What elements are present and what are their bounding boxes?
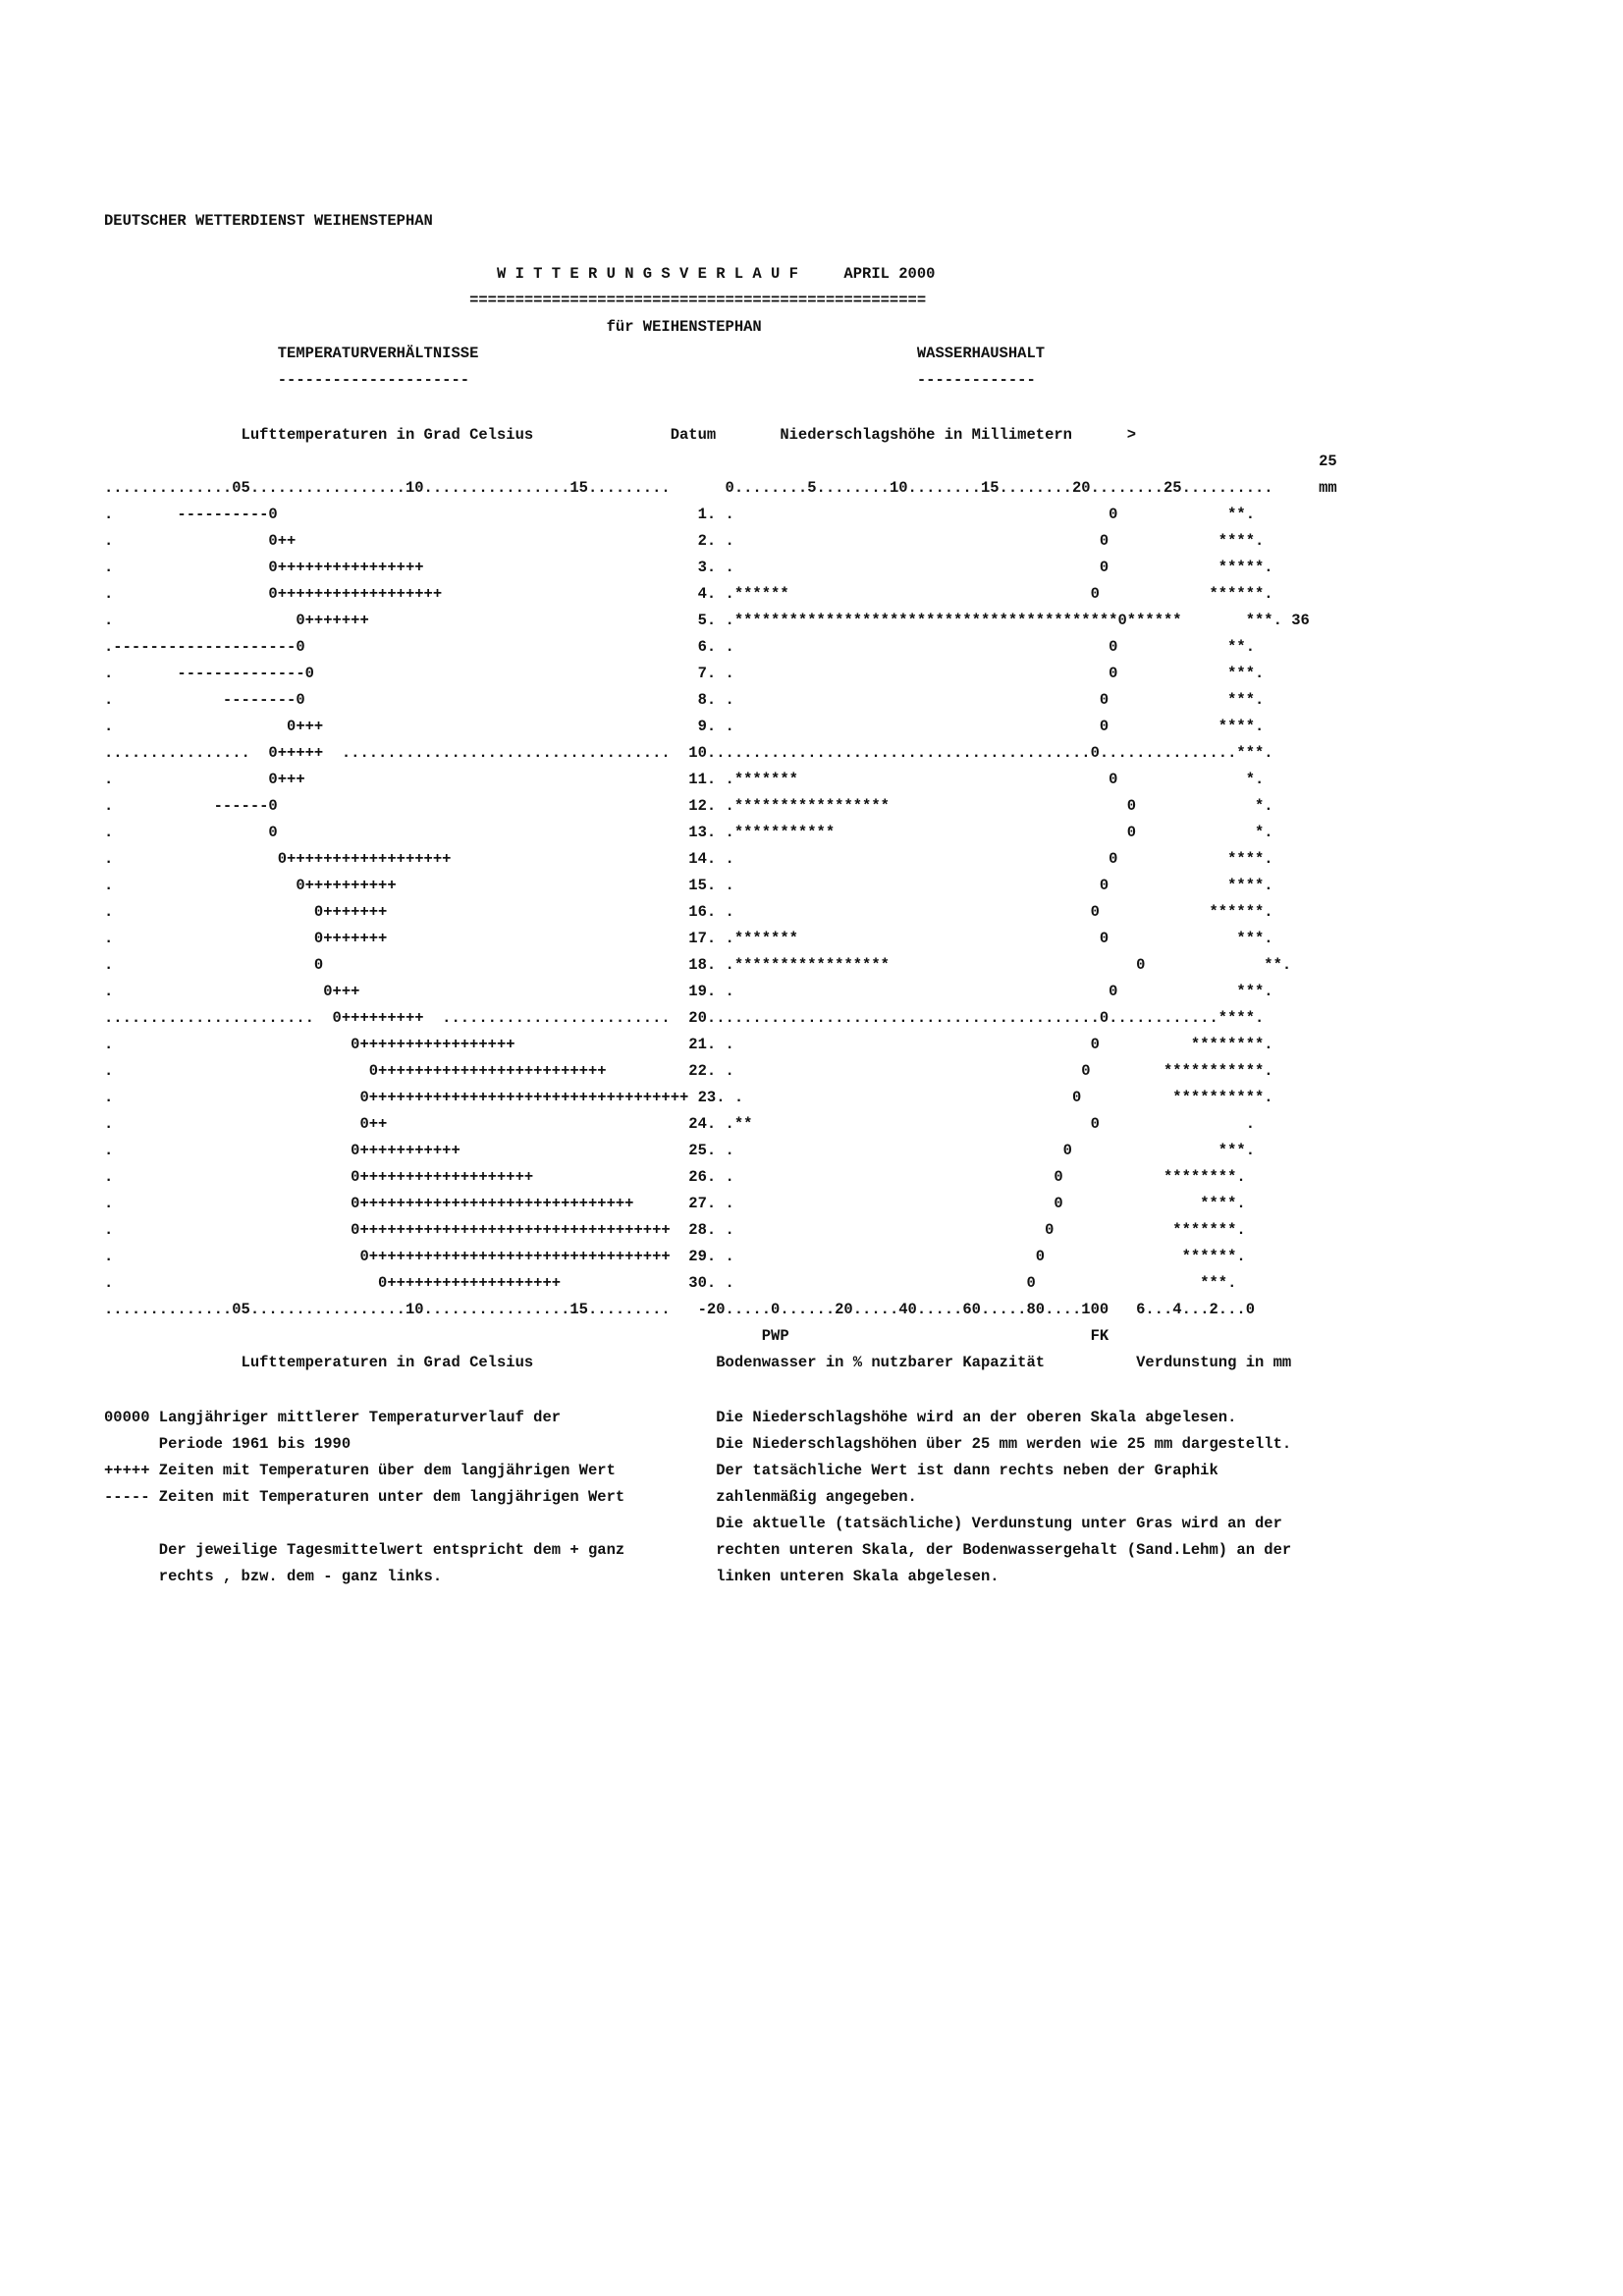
temperature-bar: . 0+++++++++++++++++++++++++ (104, 1062, 679, 1080)
legend-left-line: 00000 Langjähriger mittlerer Temperaturverlauf der (104, 1409, 717, 1426)
date-value: 24. (679, 1115, 717, 1133)
precipitation-bar: .*********** 0 *. (716, 824, 1273, 841)
legend-left-line: rechts , bzw. dem - ganz links. (104, 1568, 717, 1585)
temp-scale-top: ..............05.................10................15......... (104, 479, 726, 497)
temperature-bar: . 0 (104, 824, 679, 841)
temp-scale-bottom: ..............05.................10................15......... (104, 1301, 698, 1318)
precipitation-bar: . 0 ***. (716, 691, 1265, 709)
water-section-heading: WASSERHAUSHALT (916, 345, 1046, 362)
overflow-value: 25 (1319, 453, 1337, 470)
precipitation-bar: . 0 ***. (716, 1274, 1237, 1292)
temperature-section-rule: --------------------- (277, 371, 917, 389)
temperature-bar: . ----------0 (104, 506, 679, 523)
date-value: 17. (679, 930, 717, 947)
date-value: 12. (679, 797, 717, 815)
legend-right-line: Die aktuelle (tatsächliche) Verdunstung unter Gras wird an der (716, 1515, 1282, 1532)
precipitation-overflow-value: 36 (1291, 612, 1310, 629)
date-value: 29. (679, 1248, 717, 1265)
temperature-bar: . 0++++++++++++++++++ (104, 585, 679, 603)
title-rule: ================================================== (469, 292, 927, 309)
precipitation-bar: . 0 ***. (716, 983, 1273, 1000)
temperature-bar: . 0++++++++++ (104, 877, 679, 894)
document-header (104, 208, 1045, 394)
precipitation-bar: . 0 ****. (716, 532, 1265, 550)
date-value: 1. (679, 506, 717, 523)
temperature-bar: . ------0 (104, 797, 679, 815)
precipitation-bar: . 0 **********. (725, 1089, 1273, 1106)
precipitation-bar: . 0 ********. (716, 1036, 1273, 1053)
date-value: 2. (679, 532, 717, 550)
evaporation-axis-label: Verdunstung in mm (1136, 1354, 1292, 1371)
date-value: 20. (679, 1009, 717, 1027)
temperature-bar: . 0+++++++++++ (104, 1142, 679, 1159)
precipitation-bar: . 0 **. (716, 506, 1256, 523)
legend-right-line: zahlenmäßig angegeben. (716, 1488, 917, 1506)
date-value: 13. (679, 824, 717, 841)
temperature-bar: . 0+++ (104, 983, 679, 1000)
temperature-bar: . 0+++++++++++++++++++++++++++++++++ (104, 1248, 679, 1265)
location-subtitle: für WEIHENSTEPHAN (606, 318, 762, 336)
precipitation-bar: . 0 *******. (716, 1221, 1246, 1239)
date-value: 9. (679, 718, 717, 735)
temperature-bar: . 0+++ (104, 771, 679, 788)
water-section-rule: ------------- (916, 371, 1036, 389)
precipitation-bar: .******* 0 *. (716, 771, 1265, 788)
precipitation-bar: . 0 ****. (716, 1195, 1246, 1212)
temperature-bar: . 0++ (104, 532, 679, 550)
temperature-bar: . --------0 (104, 691, 679, 709)
date-value: 10. (679, 744, 717, 762)
precipitation-bar: . 0 ******. (716, 903, 1273, 921)
date-value: 26. (679, 1168, 717, 1186)
temperature-section-heading: TEMPERATURVERHÄLTNISSE (277, 345, 917, 362)
temperature-bar: . --------------0 (104, 665, 679, 682)
precipitation-bar: . 0 ***. (716, 665, 1265, 682)
temperature-bar: . 0++++++++++++++++ (104, 559, 679, 576)
legend-right-line: Die Niederschlagshöhe wird an der oberen Skala abgelesen. (716, 1409, 1237, 1426)
date-value: 14. (679, 850, 717, 868)
temperature-bar: ....................... 0+++++++++ ......................... (104, 1009, 679, 1027)
precipitation-bar: ..........................................0............****. (716, 1009, 1265, 1027)
temperature-bar: . 0+++++++++++++++++++ (104, 1274, 679, 1292)
date-value: 18. (679, 956, 717, 974)
precipitation-bar: . 0 *****. (716, 559, 1273, 576)
temperature-bar: . 0+++++++++++++++++++ (104, 1168, 679, 1186)
precipitation-bar: .******************************************0****** ***. (716, 612, 1282, 629)
precipitation-bar: .***************** 0 *. (716, 797, 1273, 815)
legend-left-line: +++++ Zeiten mit Temperaturen über dem langjährigen Wert (104, 1462, 717, 1479)
fk-label: FK (1090, 1327, 1109, 1345)
legend-right-line: linken unteren Skala abgelesen. (716, 1568, 1000, 1585)
temperature-bar: . 0+++++++++++++++++ (104, 1036, 679, 1053)
temperature-bar: . 0++++++++++++++++++ (104, 850, 679, 868)
temperature-bar: . 0+++++++ (104, 612, 679, 629)
date-value: 16. (679, 903, 717, 921)
temperature-bar: . 0++ (104, 1115, 679, 1133)
precipitation-bar: . 0 ****. (716, 718, 1265, 735)
temperature-bar: . 0+++ (104, 718, 679, 735)
temperature-bar: ................ 0+++++ .................................... (104, 744, 679, 762)
precip-scale-top: 0........5........10........15........20........25.......... (725, 479, 1320, 497)
temperature-bar: . 0 (104, 956, 679, 974)
precipitation-bar: . 0 ****. (716, 877, 1273, 894)
precipitation-bar: . 0 ***. (716, 1142, 1256, 1159)
temperature-bar: . 0+++++++ (104, 930, 679, 947)
temperature-bar: . 0+++++++ (104, 903, 679, 921)
precipitation-bar: .******* 0 ***. (716, 930, 1273, 947)
precipitation-bar: . 0 ****. (716, 850, 1273, 868)
date-value: 30. (679, 1274, 717, 1292)
precipitation-bar: . 0 ********. (716, 1168, 1246, 1186)
temperature-bar: . 0++++++++++++++++++++++++++++++ (104, 1195, 679, 1212)
precipitation-bar: . 0 **. (716, 638, 1256, 656)
organization: DEUTSCHER WETTERDIENST WEIHENSTEPHAN (104, 212, 433, 230)
date-value: 22. (679, 1062, 717, 1080)
legend-right-line: Der tatsächliche Wert ist dann rechts neben der Graphik (716, 1462, 1218, 1479)
precipitation-bar: . 0 ******. (716, 1248, 1246, 1265)
date-value: 7. (679, 665, 717, 682)
temperature-bar: . 0++++++++++++++++++++++++++++++++++ (104, 1221, 679, 1239)
date-value: 25. (679, 1142, 717, 1159)
date-value: 5. (679, 612, 717, 629)
temperature-bar: . 0+++++++++++++++++++++++++++++++++++ (104, 1089, 689, 1106)
soil-evap-scale: -20.....0......20.....40.....60.....80....100 6...4...2...0 (697, 1301, 1256, 1318)
date-value: 15. (679, 877, 717, 894)
legend-text (104, 1405, 1291, 1590)
date-value: 6. (679, 638, 717, 656)
legend-left-line (104, 1515, 716, 1532)
date-value: 3. (679, 559, 717, 576)
date-value: 8. (679, 691, 717, 709)
legend-left-line: ----- Zeiten mit Temperaturen unter dem langjährigen Wert (104, 1488, 717, 1506)
date-value: 21. (679, 1036, 717, 1053)
legend-left-line: Periode 1961 bis 1990 (104, 1435, 717, 1453)
date-value: 27. (679, 1195, 717, 1212)
precip-unit: mm (1319, 479, 1337, 497)
date-value: 28. (679, 1221, 717, 1239)
soil-axis-label: Bodenwasser in % nutzbarer Kapazität (716, 1354, 1137, 1371)
date-value: 19. (679, 983, 717, 1000)
legend-right-line: rechten unteren Skala, der Bodenwassergehalt (Sand.Lehm) an der (716, 1541, 1292, 1559)
precipitation-bar: .........................................0...............***. (716, 744, 1273, 762)
precipitation-bar: .** 0 . (716, 1115, 1256, 1133)
legend-left-line: Der jeweilige Tagesmittelwert entspricht dem + ganz (104, 1541, 717, 1559)
date-value: 23. (688, 1089, 726, 1106)
legend-right-line: Die Niederschlagshöhen über 25 mm werden wie 25 mm dargestellt. (716, 1435, 1292, 1453)
precipitation-bar: .****** 0 ******. (716, 585, 1273, 603)
temperature-bar: .--------------------0 (104, 638, 679, 656)
precipitation-bar: . 0 ***********. (716, 1062, 1273, 1080)
precipitation-bar: .***************** 0 **. (716, 956, 1292, 974)
temp-axis-label-top: Lufttemperaturen in Grad Celsius (241, 426, 671, 444)
overflow-marker: > (1126, 426, 1137, 444)
weather-ascii-chart (104, 422, 1337, 1376)
precip-axis-label: Niederschlagshöhe in Millimetern (780, 426, 1127, 444)
date-label: Datum (670, 426, 781, 444)
date-value: 11. (679, 771, 717, 788)
report-title: W I T T E R U N G S V E R L A U F APRIL 2000 (496, 265, 936, 283)
date-value: 4. (679, 585, 717, 603)
pwp-label: PWP (761, 1327, 1091, 1345)
temp-axis-label-bottom: Lufttemperaturen in Grad Celsius (241, 1354, 717, 1371)
